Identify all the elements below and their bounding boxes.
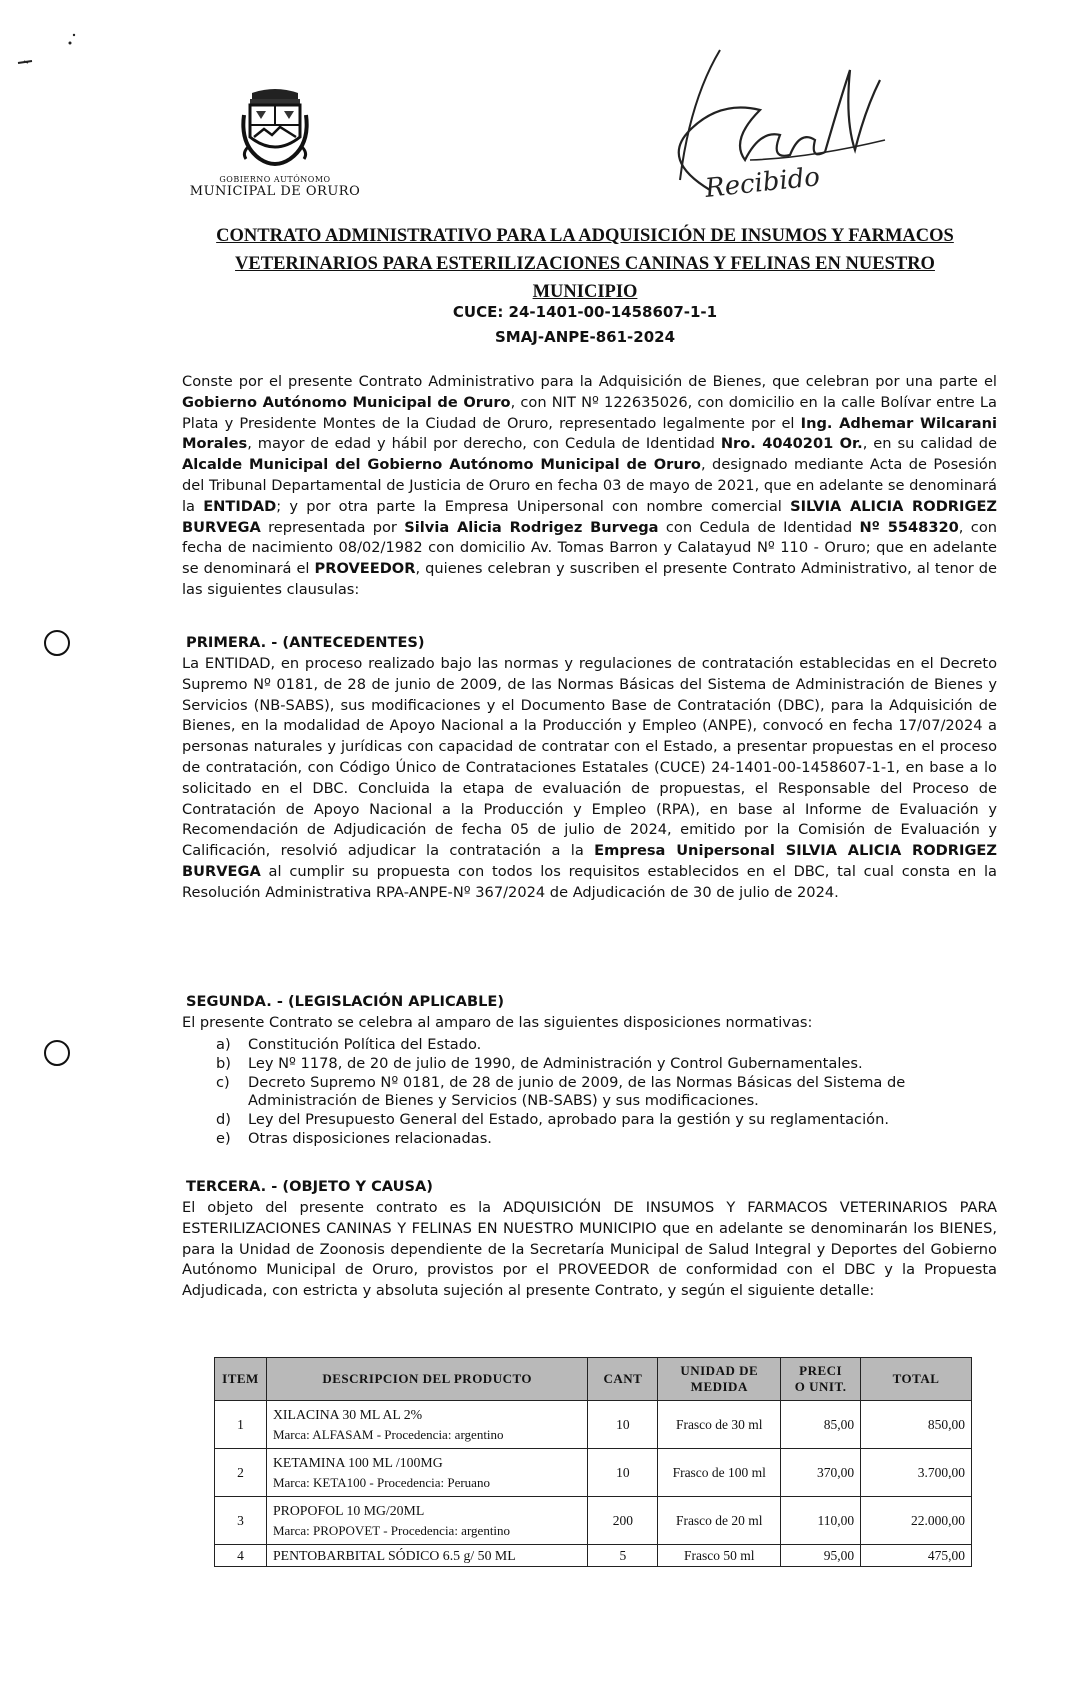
product-name: KETAMINA 100 ML /100MG [272, 1454, 443, 1470]
legislation-item [216, 1074, 996, 1112]
cell-total: 475,00 [861, 1545, 972, 1567]
legislation-item-text: Ley Nº 1178, de 20 de julio de 1990, de Administración y Control Gubernamentales. [248, 1054, 863, 1072]
cell-unit-price: 85,00 [781, 1401, 861, 1449]
table-row [215, 1497, 972, 1545]
segunda-intro: El presente Contrato se celebra al amparo de las siguientes disposiciones normativas: [182, 1014, 813, 1031]
legislation-item-letter: c) [216, 1073, 230, 1091]
logo-line-1: GOBIERNO AUTÓNOMO [219, 175, 331, 184]
cell-unit-price: 370,00 [781, 1449, 861, 1497]
primera-paragraph: La ENTIDAD, en proceso realizado bajo las normas y regulaciones de contratación establecidas en el Decreto Supremo Nº 0181, de 28 de junio de 2009, de las Normas Básicas del Sistema de Administración de Bienes y Servicios (NB-SABS), sus modificaciones y el Documento Base de Contratación (DBC), para la Adquisición de Bienes, en la modalidad de Apoyo Nacional a la Producción y Empleo (ANPE), convocó en fecha 17/07/2024 a personas naturales y jurídicas con capacidad de contratar con el Estado, a presentar propuestas en el proceso de contratación, con Código Único de Contrataciones Estatales (CUCE) 24-1401-00-1458607-1-1, en base a lo solicitado en el DBC. Concluida la etapa de evaluación de propuestas, el Responsable del Proceso de Contratación de Apoyo Nacional a la Producción y Empleo (RPA), en base al Informe de Evaluación y Recomendación de Adjudicación de fecha 05 de julio de 2024, emitido por la Comisión de Evaluación y Calificación, resolvió adjudicar la contratación a la Empresa Unipersonal SILVIA ALICIA RODRIGEZ BURVEGA al cumplir su propuesta con todos los requisitos establecidos en el DBC, tal cual consta en la Resolución Administrativa RPA-ANPE-Nº 367/2024 de Adjudicación de 30 de julio de 2024. [182, 655, 997, 901]
coat-of-arms-icon [240, 85, 310, 173]
cell-quantity: 200 [588, 1497, 658, 1545]
cell-unit: Frasco 50 ml [658, 1545, 781, 1567]
cell-item: 2 [215, 1449, 267, 1497]
intro-paragraph: Conste por el presente Contrato Administrativo para la Adquisición de Bienes, que celebran por una parte el Gobierno Autónomo Municipal de Oruro, con NIT Nº 122635026, con domicilio en la calle Bolívar entre La Plata y Presidente Montes de la Ciudad de Oruro, representado legalmente por el Ing. Adhemar Wilcarani Morales, mayor de edad y hábil por derecho, con Cedula de Identidad Nro. 4040201 Or., en su calidad de Alcalde Municipal del Gobierno Autónomo Municipal de Oruro, designado mediante Acta de Posesión del Tribunal Departamental de Justicia de Oruro en fecha 03 de mayo de 2021, que en adelante se denominará la ENTIDAD; y por otra parte la Empresa Unipersonal con nombre comercial SILVIA ALICIA RODRIGEZ BURVEGA representada por Silvia Alicia Rodrigez Burvega con Cedula de Identidad Nº 5548320, con fecha de nacimiento 08/02/1982 con domicilio Av. Tomas Barron y Calatayud Nº 110 - Oruro; que en adelante se denominará el PROVEEDOR, quienes celebran y suscriben el presente Contrato Administrativo, al tenor de las siguientes clausulas: [182, 373, 998, 598]
primera-heading: PRIMERA. - (ANTECEDENTES) [186, 634, 425, 651]
col-header-total: TOTAL [861, 1358, 972, 1401]
legislation-item-text: Ley del Presupuesto General del Estado, aprobado para la gestión y su reglamentación. [248, 1111, 889, 1129]
legislation-item [216, 1055, 996, 1074]
col-header-unit: UNIDAD DE MEDIDA [658, 1358, 781, 1401]
logo-line-2: MUNICIPAL DE ORURO [189, 184, 361, 199]
legislation-item [216, 1130, 996, 1149]
col-header-quantity: CANT [588, 1358, 658, 1401]
cell-item: 3 [215, 1497, 267, 1545]
title-line-1: CONTRATO ADMINISTRATIVO PARA LA ADQUISICIÓN DE INSUMOS Y FARMACOS [216, 226, 954, 246]
legislation-item-letter: d) [216, 1111, 231, 1129]
legislation-item [216, 1036, 996, 1055]
cell-total: 3.700,00 [861, 1449, 972, 1497]
cell-quantity: 5 [588, 1545, 658, 1567]
col-header-unit-price: PRECI O UNIT. [781, 1358, 861, 1401]
title-line-2: VETERINARIOS PARA ESTERILIZACIONES CANINAS Y FELINAS EN NUESTRO [235, 254, 935, 274]
col-header-item: ITEM [215, 1358, 267, 1401]
cuce-code: CUCE: 24-1401-00-1458607-1-1 [452, 303, 718, 321]
product-name: XILACINA 30 ML AL 2% [272, 1406, 423, 1422]
legislation-item-text: Otras disposiciones relacionadas. [248, 1129, 492, 1147]
product-brand: Marca: ALFASAM - Procedencia: argentino [272, 1426, 504, 1442]
table-row [215, 1545, 972, 1567]
table-header-row [215, 1358, 972, 1401]
cell-unit: Frasco de 20 ml [658, 1497, 781, 1545]
table-row [215, 1401, 972, 1449]
cell-quantity: 10 [588, 1449, 658, 1497]
legislation-item-text: Decreto Supremo Nº 0181, de 28 de junio de 2009, de las Normas Básicas del Sistema de Administración de Bienes y Servicios (NB-SABS) y sus modificaciones. [248, 1073, 906, 1110]
contract-code: SMAJ-ANPE-861-2024 [494, 328, 676, 346]
col-header-description: DESCRIPCION DEL PRODUCTO [266, 1358, 587, 1401]
product-brand: Marca: PROPOVET - Procedencia: argentino [272, 1522, 511, 1538]
scan-marks [10, 25, 90, 85]
punch-hole [44, 630, 70, 656]
cell-unit: Frasco de 30 ml [658, 1401, 781, 1449]
cell-item: 4 [215, 1545, 267, 1567]
legislation-item-letter: a) [216, 1036, 231, 1053]
tercera-heading: TERCERA. - (OBJETO Y CAUSA) [186, 1178, 433, 1195]
cell-unit: Frasco de 100 ml [658, 1449, 781, 1497]
cell-total: 22.000,00 [861, 1497, 972, 1545]
cell-unit-price: 110,00 [781, 1497, 861, 1545]
contract-title [190, 222, 980, 306]
product-name: PENTOBARBITAL SÓDICO 6.5 g/ 50 ML [272, 1547, 516, 1563]
cell-description [266, 1401, 587, 1449]
product-name: PROPOFOL 10 MG/20ML [272, 1502, 425, 1518]
cell-description [266, 1449, 587, 1497]
municipal-logo [185, 85, 365, 210]
cell-item: 1 [215, 1401, 267, 1449]
punch-hole [44, 1040, 70, 1066]
tercera-paragraph: El objeto del presente contrato es la ADQUISICIÓN DE INSUMOS Y FARMACOS VETERINARIOS PARA ESTERILIZACIONES CANINAS Y FELINAS EN NUESTRO MUNICIPIO que en adelante se denominarán los BIENES, para la Unidad de Zoonosis dependiente de la Secretaría Municipal de Salud Integral y Deportes del Gobierno Autónomo Municipal de Oruro, provistos por el PROVEEDOR de conformidad con el DBC y la Propuesta Adjudicada, con estricta y absoluta sujeción al presente Contrato, y según el siguiente detalle: [182, 1199, 997, 1300]
cell-total: 850,00 [861, 1401, 972, 1449]
legislation-item [216, 1111, 996, 1130]
items-table [214, 1357, 972, 1567]
table-row [215, 1449, 972, 1497]
title-line-3: MUNICIPIO [532, 282, 638, 302]
product-brand: Marca: KETA100 - Procedencia: Peruano [272, 1474, 490, 1490]
cell-description [266, 1497, 587, 1545]
legislation-item-text: Constitución Política del Estado. [248, 1036, 482, 1053]
received-stamp-text: Recibido [703, 162, 822, 204]
cell-quantity: 10 [588, 1401, 658, 1449]
legislation-list [216, 1036, 996, 1149]
cell-description [266, 1545, 587, 1567]
legislation-item-letter: b) [216, 1054, 231, 1072]
segunda-heading: SEGUNDA. - (LEGISLACIÓN APLICABLE) [186, 993, 505, 1010]
cell-unit-price: 95,00 [781, 1545, 861, 1567]
legislation-item-letter: e) [216, 1129, 231, 1147]
